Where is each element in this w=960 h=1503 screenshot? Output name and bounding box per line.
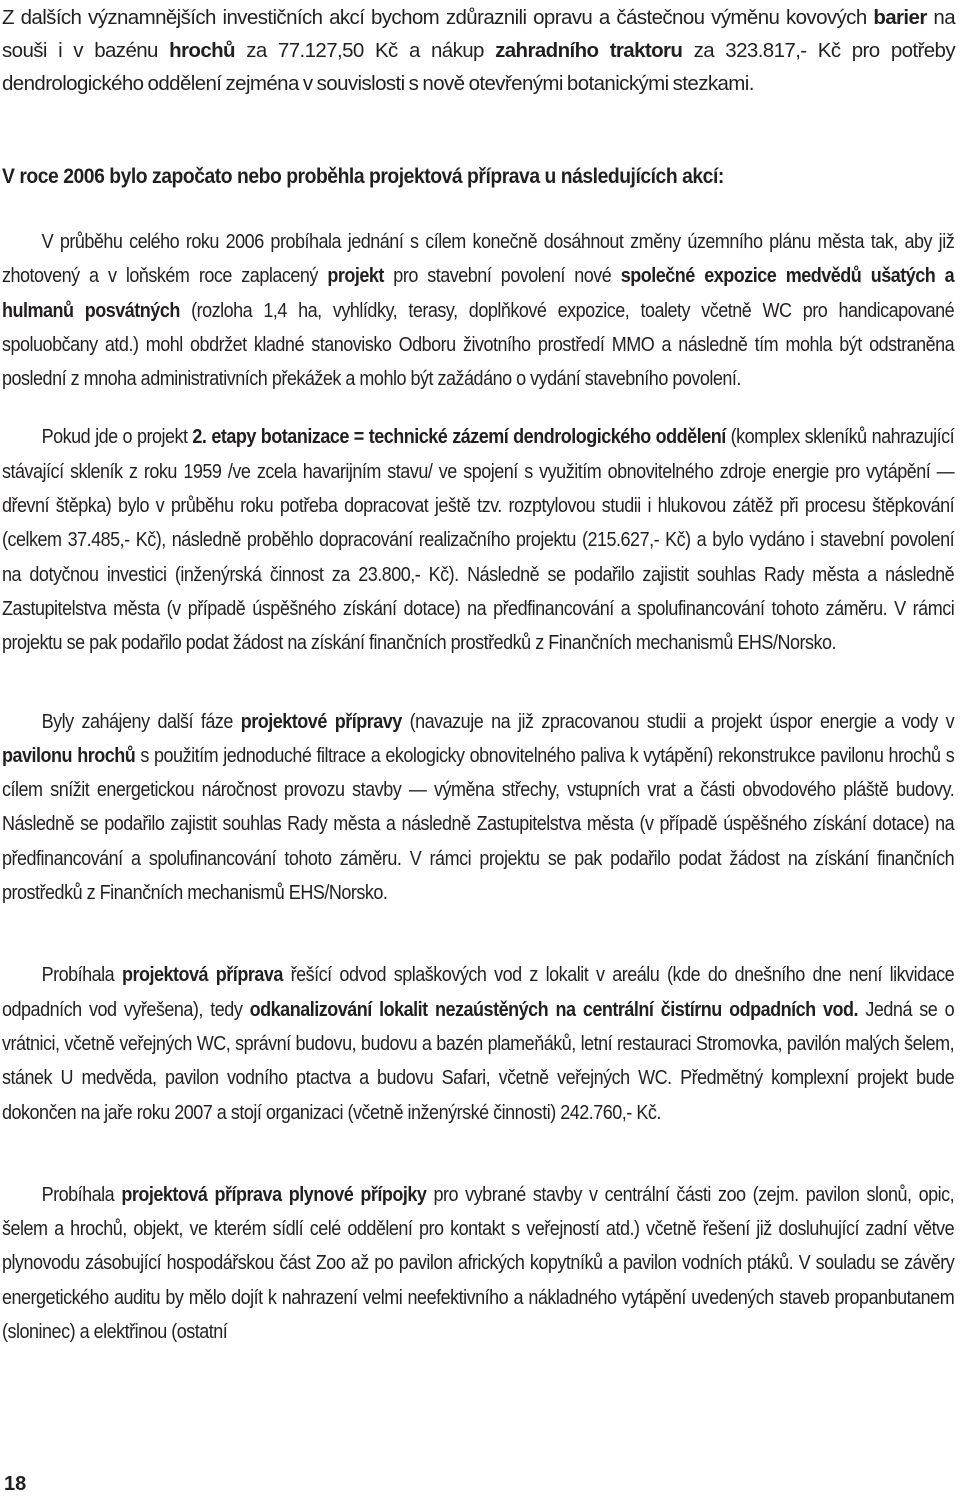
text-run: za 77.127,50 Kč a nákup — [234, 39, 496, 62]
bold-text: barier — [873, 6, 927, 29]
botany-paragraph — [2, 420, 954, 660]
bold-text: 2. etapy botanizace = technické zázemí dendrologického oddělení — [192, 426, 726, 449]
text-run: Pokud jde o projekt — [41, 426, 193, 449]
page-number: 18 — [4, 1473, 27, 1495]
text-run: řešící odvod splaškových vod z lokalit v areálu (kde do dnešního dne není likvidace odpadních vod vyřešena), tedy — [2, 964, 955, 1021]
text-run: V průběhu celého roku 2006 probíhala jednání s cílem konečně dosáhnout změny územního plánu města tak, aby již zhotovený a v loňském roce zaplacený — [2, 231, 955, 288]
text-run: pro stavební povolení nové — [383, 265, 621, 288]
text-run: Byly zahájeny další fáze — [41, 710, 241, 733]
hippo-paragraph — [2, 705, 954, 911]
bold-text: odkanalizování lokalit nezaústěných na centrální čistírnu odpadních vod. — [249, 998, 859, 1021]
text-run: s použitím jednoduché filtrace a ekologicky obnovitelného paliva k vytápění) rekonstrukce pavilonu hrochů s cílem snížit energetickou náročnost provozu stavby — výměna střechy, vstupních vrat a části obvodového pláště budovy. Následně se podařilo zajistit souhlas Rady města a následně Zastupitelstva města (v případě úspěšného získání dotace) na předfinancování a spolufinancování tohoto záměru. V rámci projektu se pak podařilo podat žádost na získání finančních prostředků z Finančních mechanismů EHS/Norsko. — [2, 744, 955, 905]
bold-text: projektová příprava — [121, 964, 283, 987]
gas-paragraph — [2, 1178, 954, 1349]
intro-paragraph — [2, 0, 955, 100]
text-run: (rozloha 1,4 ha, vyhlídky, terasy, doplňkové expozice, toalety včetně WC pro handicapované spoluobčany atd.) mohl obdržet kladné stanovisko Odboru životního prostředí MMO a následně tím mohla být odstraněna poslední z mnoha administrativních překážek a mohlo být zažádáno o vydání stavebního povolení. — [2, 299, 955, 391]
text-run: Probíhala — [41, 1183, 122, 1206]
bold-text: zahradního traktoru — [495, 39, 683, 62]
section-heading: V roce 2006 bylo započato nebo proběhla projektová příprava u následujících akcí: — [2, 165, 724, 188]
bold-text: projektová příprava plynové přípojky — [121, 1183, 427, 1206]
bold-text: pavilonu hrochů — [2, 744, 136, 767]
text-run: na souši i v bazénu — [2, 6, 956, 62]
text-run: (navazuje na již zpracovanou studii a projekt úspor energie a vody v — [401, 710, 955, 733]
zoning-paragraph — [2, 225, 954, 396]
text-run: pro vybrané stavby v centrální části zoo (zejm. pavilon slonů, opic, šelem a hrochů, objekt, ve kterém sídlí celé oddělení pro kontakt s veřejností atd.) včetně řešení již dosluhující zadní větve plynovodu zásobující hospodářskou část Zoo až po pavilon afrických kopytníků a pavilon vodních ptáků. V souladu se závěry energetického auditu by mělo dojít k nahrazení velmi neefektivního a nákladného vytápění uvedených staveb propanbutanem (sloninec) a elektřinou (ostatní — [2, 1183, 955, 1344]
bold-text: projekt — [327, 265, 384, 288]
bold-text: společné expozice medvědů ušatých a hulmanů posvátných — [2, 265, 955, 322]
text-run: Z dalších významnějších investičních akcí bychom zdůraznili opravu a částečnou výměnu kovových — [2, 6, 874, 29]
text-run: za 323.817,- Kč pro potřeby dendrologického oddělení zejména v souvislosti s nově otevřenými botanickými stezkami. — [2, 39, 956, 95]
bold-text: projektové přípravy — [240, 710, 402, 733]
sewage-paragraph — [2, 958, 954, 1129]
document-page — [2, 0, 955, 1349]
bold-text: hrochů — [169, 39, 235, 62]
text-run: Jedná se o vrátnici, včetně veřejných WC, správní budovu, budovu a bazén plameňáků, letní restauraci Stromovka, pavilón malých šelem, stánek U medvěda, pavilon vodního ptactva a budovu Safari, včetně veřejných WC. Předmětný komplexní projekt bude dokončen na jaře roku 2007 a stojí organizaci (včetně inženýrské činnosti) 242.760,- Kč. — [2, 998, 955, 1124]
text-run: (komplex skleníků nahrazující stávající skleník z roku 1959 /ve zcela havarijním stavu/ ve spojení s využitím obnovitelného zdroje energie pro vytápění — dřevní štěpka) bylo v průběhu roku potřeba dopracovat ještě tzv. rozptylovou studii i hlukovou zátěž při procesu štěpkování (celkem 37.485,- Kč), následně proběhlo dopracování realizačního projektu (215.627,- Kč) a bylo vydáno i stavební povolení na dotyčnou investici (inženýrská činnost za 23.800,- Kč). Následně se podařilo zajistit souhlas Rady města a následně Zastupitelstva města (v případě úspěšného získání dotace) na předfinancování a spolufinancování tohoto záměru. V rámci projektu se pak podařilo podat žádost na získání finančních prostředků z Finančních mechanismů EHS/Norsko. — [2, 426, 955, 655]
text-run: Probíhala — [41, 964, 122, 987]
